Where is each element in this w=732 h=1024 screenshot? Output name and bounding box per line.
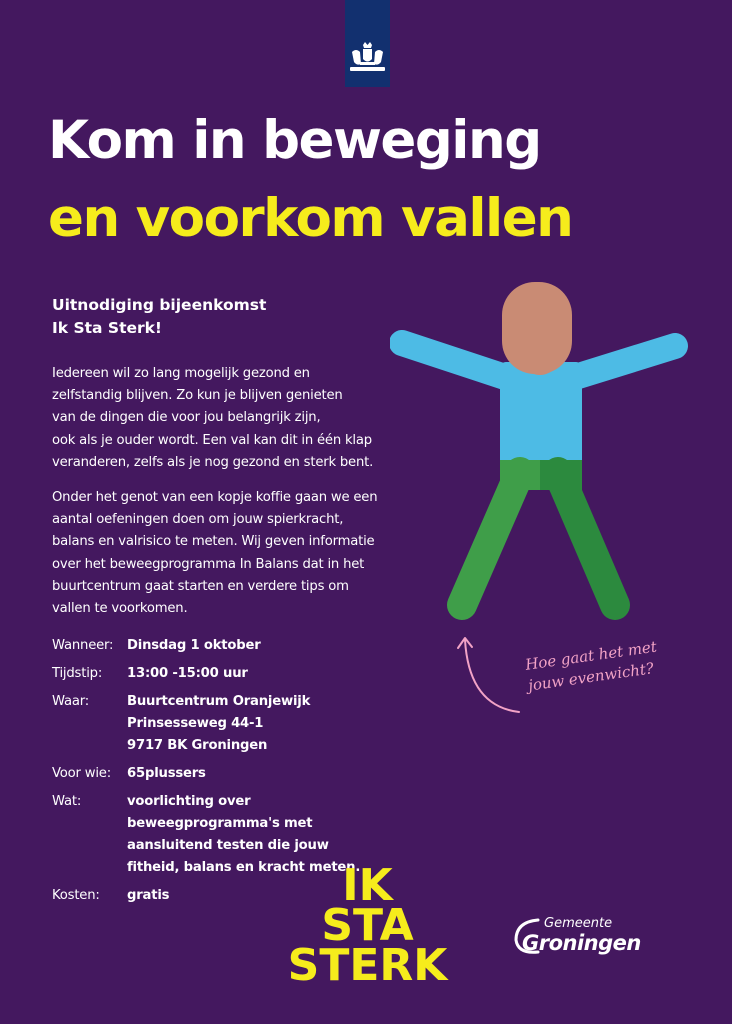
- balancing-person-illustration: [390, 280, 690, 620]
- curved-arrow-icon: [455, 628, 525, 718]
- detail-value: voorlichting over beweegprogramma's met aansluitend testen die jouw fitheid, balans en kracht meten.: [127, 794, 361, 875]
- municipality-small: Gemeente: [544, 916, 613, 931]
- detail-label: Waar:: [52, 694, 89, 709]
- detail-label: Voor wie:: [52, 766, 111, 781]
- head: [502, 282, 572, 374]
- legs: [462, 460, 615, 605]
- program-paragraph: Onder het genot van een kopje koffie gaan we een aantal oefeningen doen om jouw spierkracht, balans en valrisico te meten. Wij geven informatie over het beweegprogramma In Balans dat in het buurtcentrum gaat starten en verdere tips om vallen te voorkomen.: [52, 490, 378, 617]
- intro-paragraph: Iedereen wil zo lang mogelijk gezond en zelfstandig blijven. Zo kun je blijven genieten van de dingen die voor jou belangrijk zijn, ook als je ouder wordt. Een val kan dit in één klap veranderen, zelfs als je nog gezond en sterk bent.: [52, 366, 374, 470]
- coat-of-arms-icon: [348, 42, 387, 76]
- municipality-big: Groningen: [522, 931, 641, 955]
- detail-row-when: [52, 635, 382, 657]
- detail-label: Wat:: [52, 794, 82, 809]
- headline-line1: Kom in beweging: [48, 110, 541, 171]
- detail-label: Kosten:: [52, 888, 100, 903]
- detail-value: Buurtcentrum Oranjewijk Prinsesseweg 44-1 9717 BK Groningen: [127, 694, 311, 753]
- ik-sta-sterk-logo: [280, 860, 455, 991]
- shirt: [500, 362, 582, 466]
- detail-row-time: [52, 663, 382, 685]
- detail-label: Wanneer:: [52, 638, 114, 653]
- detail-row-where: [52, 691, 382, 757]
- logo-line1: IK: [342, 860, 393, 911]
- subtitle-line1: Uitnodiging bijeenkomst: [52, 296, 267, 314]
- subtitle-line2: Ik Sta Sterk!: [52, 319, 163, 337]
- detail-value: 13:00 -15:00 uur: [127, 666, 248, 681]
- detail-value: 65plussers: [127, 766, 206, 781]
- headline-line2: en voorkom vallen: [48, 188, 573, 249]
- rijksoverheid-ribbon: [345, 0, 390, 87]
- gemeente-groningen-logo: [508, 912, 658, 962]
- detail-label: Tijdstip:: [52, 666, 103, 681]
- detail-value: gratis: [127, 888, 170, 903]
- balance-question: Hoe gaat het met jouw evenwicht?: [524, 637, 658, 695]
- invitation-subtitle: [52, 294, 266, 340]
- detail-value: Dinsdag 1 oktober: [127, 638, 261, 653]
- detail-row-for-whom: [52, 763, 382, 785]
- logo-line2: STA: [321, 900, 414, 951]
- logo-line3: STERK: [287, 940, 448, 991]
